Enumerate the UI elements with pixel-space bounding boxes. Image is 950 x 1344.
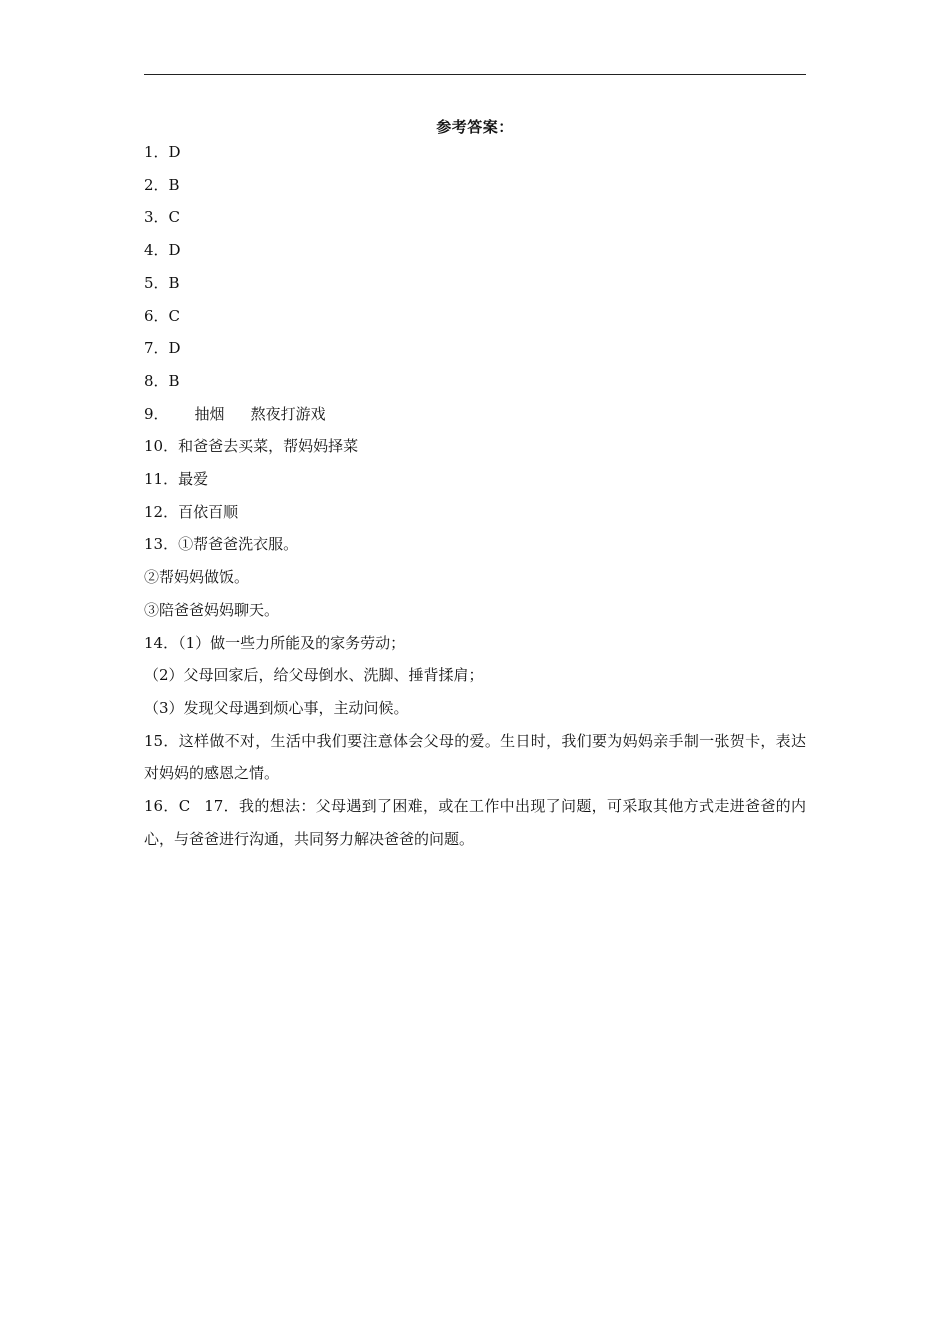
answer-text: C [168, 306, 181, 325]
answer-item-9 [144, 398, 806, 431]
answer-text: ①帮爸爸洗衣服。 [178, 535, 299, 554]
answer-text: （1）做一些力所能及的家务劳动； [178, 633, 406, 652]
answer-text: B [168, 175, 180, 194]
answer-item-2 [144, 169, 806, 202]
answer-text: 百依百顺 [178, 502, 239, 521]
answer-number: 2． [144, 175, 169, 194]
answer-item-13-part-2 [144, 561, 806, 594]
answer-number: 14． [144, 633, 179, 652]
answer-item-14 [144, 627, 806, 660]
answer-list [144, 136, 806, 855]
answer-item-10 [144, 430, 806, 463]
answer-text: D [168, 241, 181, 260]
answer-text: 和爸爸去买菜，帮妈妈择菜 [178, 437, 359, 456]
answer-text: （2）父母回家后，给父母倒水、洗脚、捶背揉肩； [144, 666, 484, 685]
answer-number: 9． [144, 404, 169, 423]
page-title: 参考答案： [436, 118, 514, 136]
answer-item-8 [144, 365, 806, 398]
answer-text-17: 我的想法：父母遇到了困难，或在工作中出现了问题，可采取其他方式走进爸爸的内心，与爸爸进行沟通，共同努力解决爸爸的问题。 [144, 797, 807, 848]
answer-text: 这样做不对，生活中我们要注意体会父母的爱。生日时，我们要为妈妈亲手制一张贺卡，表达对妈妈的感恩之情。 [144, 731, 806, 783]
answer-text: D [168, 143, 181, 161]
answer-text: D [168, 339, 181, 358]
answer-number: 7． [144, 339, 169, 358]
answer-item-14-part-3 [144, 692, 806, 725]
answer-item-11 [144, 463, 806, 496]
answer-number: 10． [144, 437, 179, 456]
answer-item-3 [144, 201, 806, 234]
answer-number: 12． [144, 502, 179, 521]
answer-text: ②帮妈妈做饭。 [144, 568, 250, 587]
answer-number: 5． [144, 273, 169, 292]
answer-text: B [168, 273, 180, 292]
answer-text: B [168, 371, 180, 390]
answer-item-16-17 [144, 790, 806, 855]
answer-number: 3． [144, 208, 169, 227]
answer-text: （3）发现父母遇到烦心事，主动问候。 [144, 698, 409, 717]
answer-number-17: 17． [204, 797, 240, 816]
header-rule [144, 74, 806, 75]
answer-blank-2: 熬夜打游戏 [250, 404, 326, 423]
answer-item-7 [144, 332, 806, 365]
answer-item-1 [144, 136, 806, 169]
answer-item-13-part-3 [144, 594, 806, 627]
answer-number: 13． [144, 535, 179, 554]
answer-item-12 [144, 496, 806, 529]
answer-number: 8． [144, 371, 169, 390]
answer-number: 1． [144, 143, 169, 161]
answer-item-14-part-2 [144, 659, 806, 692]
answer-text: C [178, 797, 191, 816]
answer-number: 16． [144, 797, 179, 816]
answer-item-5 [144, 267, 806, 300]
answer-text: ③陪爸爸妈妈聊天。 [144, 600, 280, 619]
answer-number: 11． [144, 470, 179, 489]
answer-item-4 [144, 234, 806, 267]
answer-blank-1: 抽烟 [194, 404, 225, 423]
answer-item-15 [144, 725, 806, 790]
answer-number: 4． [144, 241, 169, 260]
answer-number: 15． [144, 731, 179, 750]
answer-item-13 [144, 528, 806, 561]
answer-text: C [168, 208, 181, 227]
answer-item-6 [144, 300, 806, 333]
answer-text: 最爱 [178, 470, 209, 489]
answer-number: 6． [144, 306, 169, 325]
